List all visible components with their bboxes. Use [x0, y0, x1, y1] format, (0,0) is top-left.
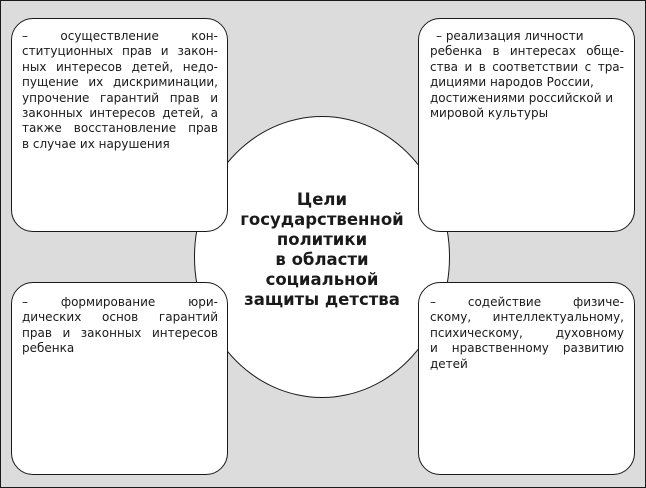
goal-text-line: также восстановление прав: [22, 121, 218, 136]
goal-text-line: упрочение гарантий прав и: [22, 90, 218, 105]
goal-text-bottom-left: [22, 295, 218, 357]
goal-text-line: – содействие физиче-: [430, 295, 624, 309]
goal-text-line: – реализация личности: [436, 29, 584, 43]
goal-text-line: и нравственному развитию: [430, 341, 624, 356]
goal-text-line: скому, интеллектуальному,: [430, 310, 624, 325]
goal-text-line: в случае их нарушения: [22, 136, 170, 151]
goal-text-top-left: [22, 29, 218, 152]
center-title-line: в области: [275, 250, 369, 269]
goal-text-bottom-right: [430, 295, 624, 372]
goal-text-line: – осуществление кон-: [22, 29, 218, 43]
goal-text-line: прав и законных интересов: [22, 325, 218, 340]
goal-text-line: достижениями российской и: [430, 90, 614, 105]
goal-text-line: – формирование юри-: [22, 295, 218, 309]
center-title: [226, 190, 418, 310]
goal-text-line: пущение их дискриминации,: [22, 75, 218, 90]
goal-text-line: мировой культуры: [430, 106, 549, 121]
goal-text-top-right: [430, 29, 624, 121]
center-title-line: политики: [276, 230, 368, 249]
goal-text-line: ребенка в интересах обще-: [430, 44, 624, 59]
goal-text-line: ституционных прав и закон-: [22, 44, 218, 59]
center-title-line: государственной: [240, 210, 404, 229]
goal-text-line: ства и в соответствии с тра-: [430, 59, 624, 74]
goal-text-line: психическому, духовному: [430, 325, 624, 340]
center-title-line: социальной: [265, 270, 379, 289]
center-title-line: защиты детства: [244, 290, 400, 309]
goal-text-line: ных интересов детей, недо-: [22, 59, 218, 74]
goal-text-line: детей: [430, 356, 468, 371]
goal-text-line: законных интересов детей, а: [22, 106, 218, 121]
goal-text-line: дических основ гарантий: [22, 310, 218, 325]
center-title-line: Цели: [296, 190, 348, 209]
goal-text-line: ребенка: [22, 341, 75, 356]
goal-text-line: дициями народов России,: [430, 75, 594, 90]
